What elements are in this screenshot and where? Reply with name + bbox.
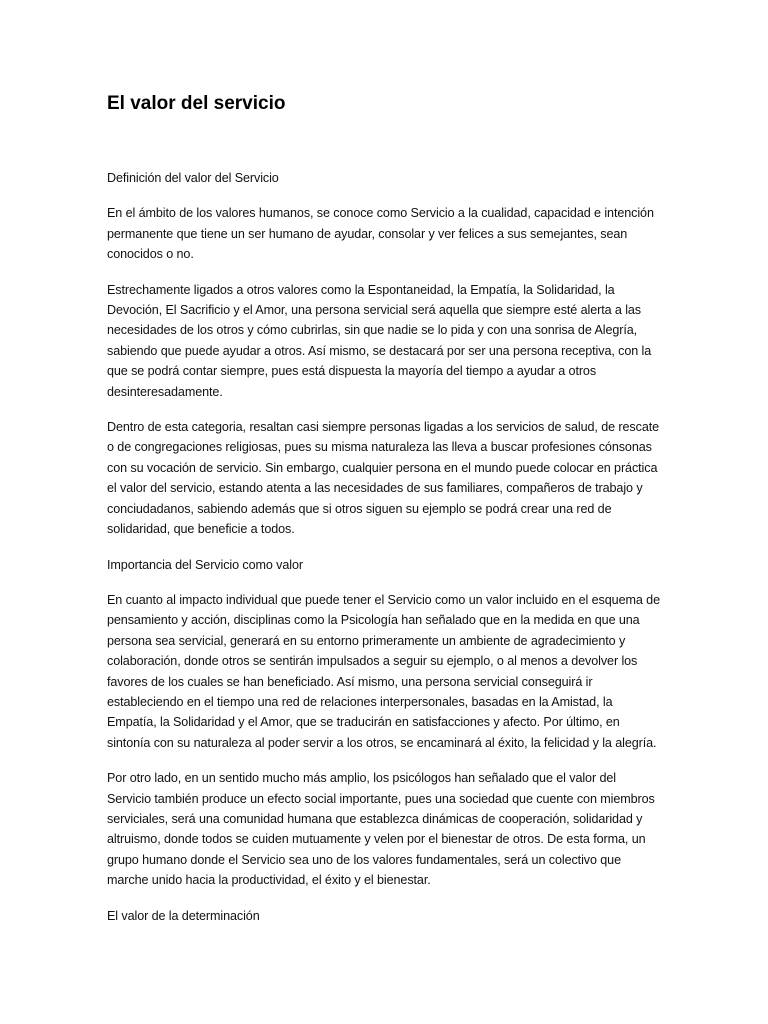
section-heading-definicion: Definición del valor del Servicio [107, 171, 279, 185]
section-heading-determinacion: El valor de la determinación [107, 908, 260, 923]
paragraph: Estrechamente ligados a otros valores como la Espontaneidad, la Empatía, la Solidaridad, la Devoción, El Sacrificio y el Amor, una persona servicial será aquella que siempre esté alerta a las necesidades de los otros y cómo cubrirlas, sin que nadie se lo pida y con una sonrisa de Alegría, sabiendo que puede ayudar a otros. Así mismo, se destacará por ser una persona receptiva, con la que se podrá contar siempre, pues está dispuesta la mayoría del tiempo a ayudar a otros desinteresadamente. [107, 282, 652, 399]
section-heading-importancia: Importancia del Servicio como valor [107, 557, 303, 572]
paragraph: Dentro de esta categoria, resaltan casi siempre personas ligadas a los servicios de salud, de rescate o de congregaciones religiosas, pues su misma naturaleza las lleva a buscar profesiones cónsonas con su vocación de servicio. Sin embargo, cualquier persona en el mundo puede colocar en práctica el valor del servicio, estando atenta a las necesidades de sus familiares, compañeros de trabajo y conciudadanos, sabiendo además que si otros siguen su ejemplo se podrá crear una red de solidaridad, que beneficie a todos. [107, 420, 660, 537]
paragraph: Por otro lado, en un sentido mucho más amplio, los psicólogos han señalado que el valor del Servicio también produce un efecto social importante, pues una sociedad que cuente con miembros serviciales, será una comunidad humana que establezca dinámicas de cooperación, solidaridad y altruismo, donde todos se cuiden mutuamente y velen por el bienestar de otros. De esta forma, un grupo humano donde el Servicio sea uno de los valores fundamentales, será un colectivo que marche unido hacia la productividad, el éxito y el bienestar. [107, 771, 655, 888]
paragraph: En cuanto al impacto individual que puede tener el Servicio como un valor incluido en el esquema de pensamiento y acción, disciplinas como la Psicología han señalado que en la medida en que una persona sea servicial, generará en su entorno primeramente un ambiente de agradecimiento y colaboración, donde otros se sentirán impulsados a seguir su ejemplo, o al menos a devolver los favores de los cuales se han beneficiado. Así mismo, una persona servicial conseguirá ir estableciendo en el tiempo una red de relaciones interpersonales, basadas en la Amistad, la Empatía, la Solidaridad y el Amor, que se traducirán en satisfacciones y afecto. Por último, en sintonía con su naturaleza al poder servir a los otros, se encaminará al éxito, la felicidad y la alegría. [107, 592, 660, 750]
document-title: El valor del servicio [107, 93, 286, 114]
paragraph: En el ámbito de los valores humanos, se conoce como Servicio a la cualidad, capacidad e intención permanente que tiene un ser humano de ayudar, consolar y ver felices a sus semejantes, sean conocidos o no. [107, 206, 654, 262]
document-body [107, 92, 663, 941]
